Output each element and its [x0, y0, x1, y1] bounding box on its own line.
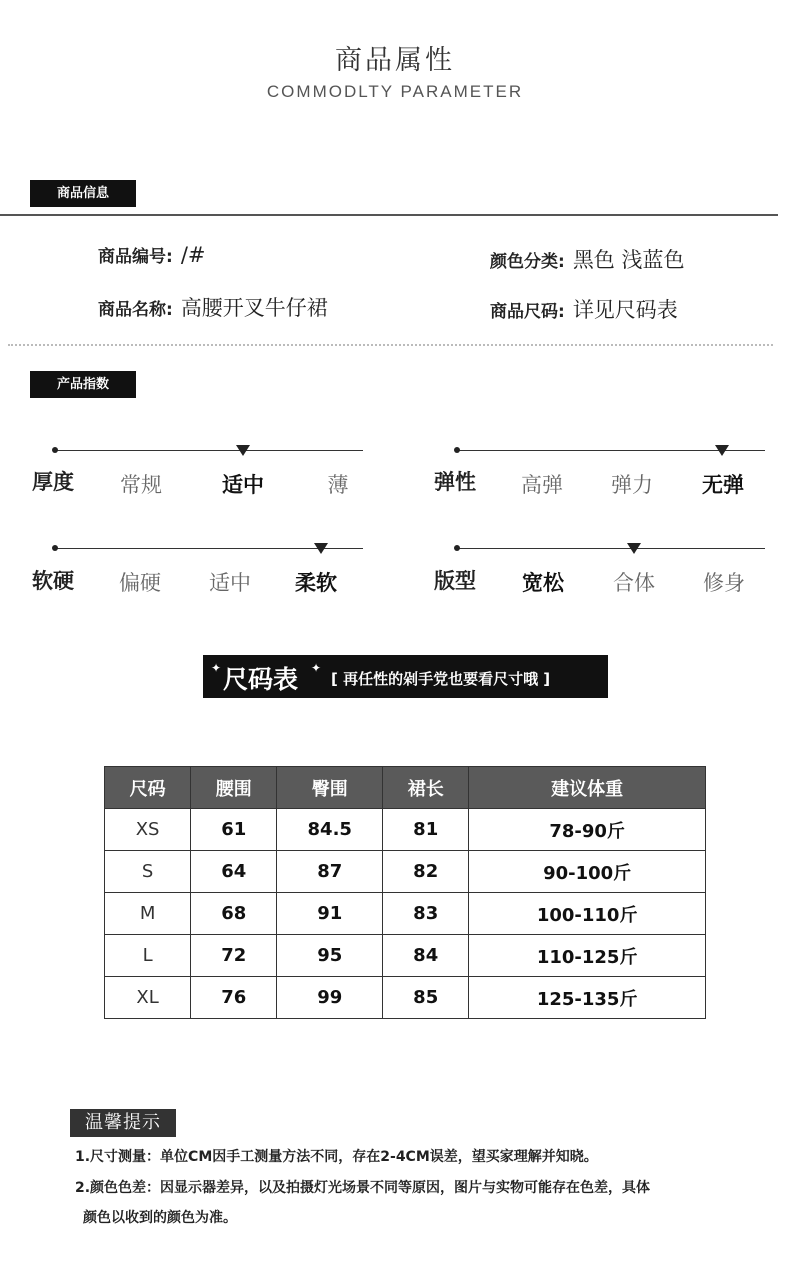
scale-marker-icon [236, 445, 250, 456]
table-cell: 91 [277, 893, 383, 935]
table-cell: S [105, 851, 191, 893]
scale-start-dot [52, 545, 58, 551]
scale-marker-icon [715, 445, 729, 456]
scale-start-dot [454, 447, 460, 453]
table-cell: 81 [383, 809, 469, 851]
size-table [104, 766, 706, 1019]
table-row [105, 809, 706, 851]
attr-option: 偏硬 [119, 571, 161, 595]
attr-name-fit: 版型 [434, 569, 476, 593]
table-cell: 95 [277, 935, 383, 977]
size-chart-title: 尺码表 [223, 665, 299, 694]
info-key: 商品编号: [98, 247, 173, 267]
sparkle-icon: ✦ [211, 661, 222, 675]
tips-line: 颜色以收到的颜色为准。 [83, 1210, 237, 1226]
table-cell: XL [105, 977, 191, 1019]
table-header-row [105, 767, 706, 809]
table-header: 裙长 [383, 767, 469, 809]
scale-marker-icon [314, 543, 328, 554]
table-cell: 83 [383, 893, 469, 935]
info-field-number [98, 242, 205, 267]
info-key: 颜色分类: [490, 252, 565, 272]
table-cell: 64 [191, 851, 277, 893]
attr-option: 高弹 [521, 473, 563, 497]
info-key: 商品名称: [98, 300, 173, 320]
scale-track [457, 548, 765, 549]
info-field-size [490, 294, 678, 324]
table-row [105, 893, 706, 935]
table-cell: 82 [383, 851, 469, 893]
info-field-name [98, 292, 328, 322]
table-header: 建议体重 [469, 767, 706, 809]
table-cell: 99 [277, 977, 383, 1019]
product-index-label: 产品指数 [30, 371, 136, 398]
table-row [105, 851, 706, 893]
table-cell: 68 [191, 893, 277, 935]
table-cell: 84.5 [277, 809, 383, 851]
attr-option-selected: 适中 [222, 473, 264, 497]
attr-option-selected: 无弹 [702, 473, 744, 497]
table-cell: 87 [277, 851, 383, 893]
table-cell: 110-125斤 [469, 935, 706, 977]
scale-start-dot [454, 545, 460, 551]
table-cell: 76 [191, 977, 277, 1019]
table-header: 臀围 [277, 767, 383, 809]
product-info-label: 商品信息 [30, 180, 136, 207]
attr-option: 弹力 [611, 473, 653, 497]
table-cell: 100-110斤 [469, 893, 706, 935]
table-cell: 61 [191, 809, 277, 851]
size-chart-banner [203, 655, 608, 698]
info-value: 详见尺码表 [572, 298, 678, 322]
info-field-color [490, 244, 685, 274]
table-row [105, 977, 706, 1019]
attr-option: 常规 [120, 473, 162, 497]
attr-name-softness: 软硬 [32, 569, 74, 593]
table-cell: 72 [191, 935, 277, 977]
size-chart-tagline: [ 再任性的剁手党也要看尺寸哦 ] [331, 670, 551, 688]
scale-start-dot [52, 447, 58, 453]
sparkle-icon: ✦ [311, 661, 322, 675]
scale-track [55, 450, 363, 451]
table-cell: 85 [383, 977, 469, 1019]
attr-option-selected: 合体 [613, 571, 655, 595]
dotted-divider [8, 344, 773, 346]
section-divider [0, 214, 778, 216]
table-cell: L [105, 935, 191, 977]
attr-option: 宽松 [522, 571, 564, 595]
attr-option: 适中 [209, 571, 251, 595]
table-row [105, 935, 706, 977]
table-cell: 78-90斤 [469, 809, 706, 851]
page-title: 商品属性 [335, 45, 455, 76]
tips-label: 温馨提示 [70, 1109, 176, 1137]
attr-option-selected: 柔软 [295, 571, 337, 595]
table-cell: M [105, 893, 191, 935]
table-header: 尺码 [105, 767, 191, 809]
attr-name-thickness: 厚度 [32, 470, 74, 494]
table-cell: 90-100斤 [469, 851, 706, 893]
attr-name-elasticity: 弹性 [434, 470, 476, 494]
info-value: 黑色 浅蓝色 [572, 248, 685, 272]
tips-line: 2.颜色色差：因显示器差异，以及拍摄灯光场景不同等原因，图片与实物可能存在色差，具体 [75, 1180, 651, 1196]
info-key: 商品尺码: [490, 302, 565, 322]
attr-option: 修身 [703, 571, 745, 595]
info-value: 高腰开叉牛仔裙 [180, 296, 328, 320]
attr-option: 薄 [327, 473, 349, 497]
table-cell: 84 [383, 935, 469, 977]
table-header: 腰围 [191, 767, 277, 809]
page-subtitle: COMMODLTY PARAMETER [266, 82, 524, 101]
tips-line: 1.尺寸测量：单位CM因手工测量方法不同，存在2-4CM误差，望买家理解并知晓。 [75, 1149, 598, 1165]
table-cell: 125-135斤 [469, 977, 706, 1019]
table-cell: XS [105, 809, 191, 851]
scale-marker-icon [627, 543, 641, 554]
info-value: /# [180, 243, 206, 267]
